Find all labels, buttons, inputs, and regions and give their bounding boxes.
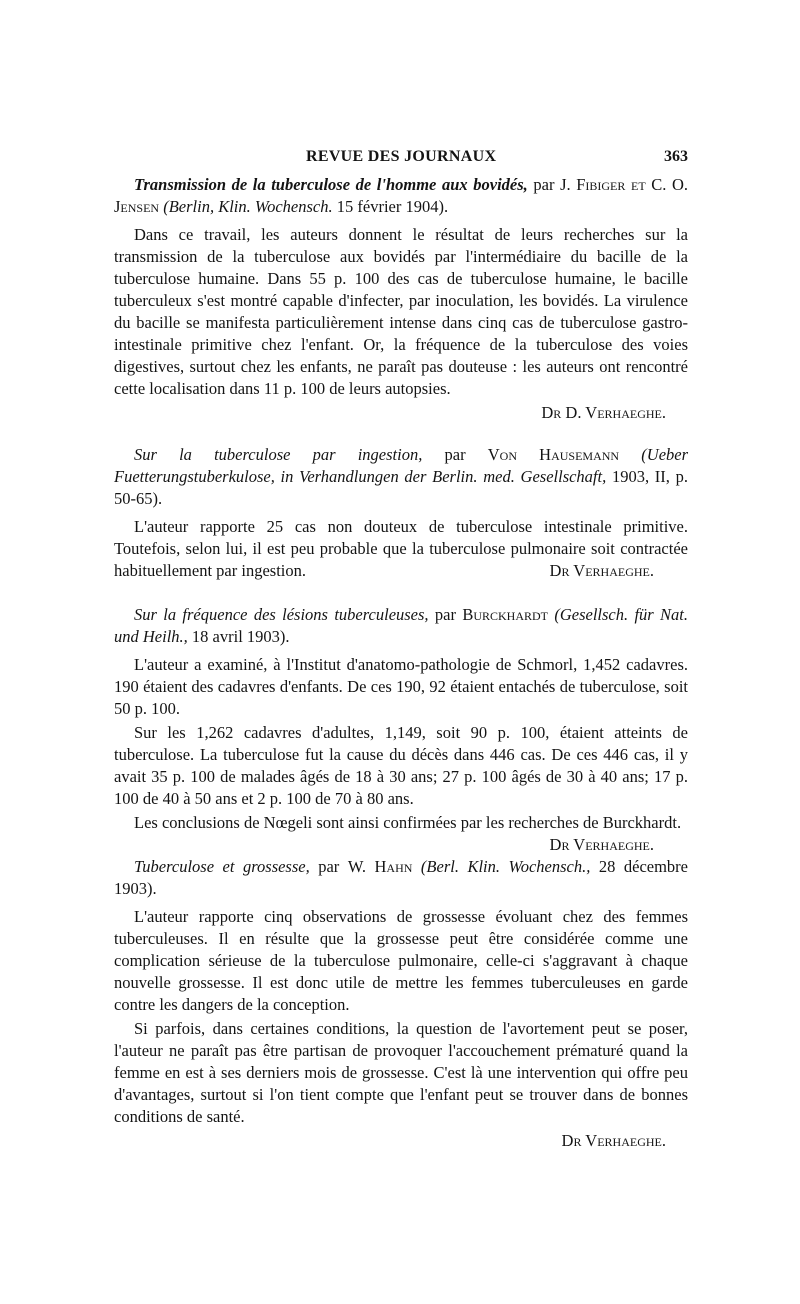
article-paragraph [114, 516, 688, 582]
article-by: par [444, 445, 466, 464]
article-hahn [114, 856, 688, 1152]
article-source: (Ueber Fuetterungstuberkulose, in Verhandlungen der Berlin. med. Gesellschaft, [114, 445, 689, 486]
article-title: Sur la tuberculose par ingestion, [134, 445, 423, 464]
article-burckhardt [114, 604, 689, 854]
page-number: 363 [664, 148, 688, 165]
article-paragraph: Dans ce travail, les auteurs donnent le résultat de leurs recherches sur la transmission de la tuberculose aux bovidés par l'intermédiaire du bacille de la tuberculose humaine. Dans 55 p. 100 des cas de tuberculose humaine, le bacille tuberculeux s'est montré capable d'infecter, par inoculation, les bovidés. La virulence du bacille se manifesta particulièrement intense dans cinq cas de tuberculose gastro-intestinale primitive chez l'enfant. Or, la fréquence de la tuberculose des voies digestives, surtout chez les enfants, ne paraît pas douteuse : les auteurs ont rencontré cette localisation dans 11 p. 100 de leurs autopsies. [114, 225, 688, 398]
article-heading [114, 604, 688, 648]
running-title: REVUE DES JOURNAUX [306, 148, 497, 165]
page-header [114, 148, 688, 174]
article-date: 1903, II, p. 50-65). [114, 467, 688, 508]
article-title: Transmission de la tuberculose de l'homme aux bovidés, [134, 175, 528, 194]
article-authors: W. Hahn [347, 857, 413, 876]
article-authors: Burckhardt [462, 605, 549, 624]
article-separator [114, 584, 688, 604]
article-title: Sur la fréquence des lésions tuberculeuses, [134, 605, 429, 624]
article-signature: Dr Verhaeghe. [549, 561, 654, 580]
article-signature: Dr Verhaeghe. [549, 835, 654, 854]
article-signature: Dr D. Verhaeghe. [541, 403, 666, 422]
paragraph-text: Les conclusions de Nœgeli sont ainsi confirmées par les recherches de Burckhardt. [134, 813, 682, 832]
article-hausemann [114, 444, 688, 582]
article-source: (Berlin, Klin. Wochensch. [163, 197, 333, 216]
article-signature: Dr Verhaeghe. [561, 1131, 666, 1150]
article-title: Tuberculose et grossesse, [134, 857, 310, 876]
article-date: 28 décembre 1903). [114, 857, 688, 898]
article-paragraph [114, 812, 688, 854]
article-source: (Gesellsch. für Nat. und Heilh., [114, 605, 689, 646]
article-paragraph: L'auteur rapporte cinq observations de grossesse évoluant chez des femmes tuberculeuses. Il en résulte que la grossesse peut être considérée comme une complication sérieuse de la tuberculose pulmonaire, celle-ci s'aggravant à chaque nouvelle grossesse. Il est donc utile de mettre les femmes tuberculeuses en garde contre les dangers de la conception. [114, 907, 688, 1014]
journal-page [114, 148, 688, 1152]
article-paragraph: Si parfois, dans certaines conditions, la question de l'avortement peut se poser, l'auteur ne paraît pas être partisan de provoquer l'accouchement prématuré quand la femme en est à ses derniers mois de grossesse. C'est là une intervention qui offre peu d'avantages, surtout si l'on tient compte que l'enfant peut se trouver dans de bonnes conditions de santé. [114, 1019, 688, 1126]
article-by: par [533, 175, 555, 194]
article-paragraph: Sur les 1,262 cadavres d'adultes, 1,149, soit 90 p. 100, étaient atteints de tuberculose. La tuberculose fut la cause du décès dans 446 cas. De ces 446 cas, il y avait 35 p. 100 de malades âgés de 18 à 30 ans; 27 p. 100 âgés de 30 à 40 ans; 17 p. 100 de 40 à 50 ans et 2 p. 100 de 70 à 80 ans. [114, 723, 688, 808]
article-fibiger-jensen [114, 174, 688, 424]
article-authors: Von Hausemann [487, 445, 620, 464]
article-by: par [318, 857, 340, 876]
article-heading [114, 174, 688, 218]
article-paragraph: L'auteur a examiné, à l'Institut d'anatomo-pathologie de Schmorl, 1,452 cadavres. 190 étaient des cadavres d'enfants. De ces 190, 92 étaient entachés de tuberculose, soit 50 p. 100. [114, 655, 688, 718]
article-date: 15 février 1904). [336, 197, 449, 216]
article-date: 18 avril 1903). [191, 627, 290, 646]
article-separator [114, 424, 688, 444]
article-by: par [434, 605, 456, 624]
article-heading [114, 856, 688, 900]
paragraph-text: L'auteur rapporte 25 cas non douteux de tuberculose intestinale primitive. Toutefois, selon lui, il est peu probable que la tuberculose pulmonaire soit contractée habituellement par ingestion. [114, 517, 688, 580]
article-source: (Berl. Klin. Wochensch., [420, 857, 591, 876]
article-authors: J. Fibiger et C. O. Jensen [114, 175, 689, 216]
article-heading [114, 444, 688, 510]
